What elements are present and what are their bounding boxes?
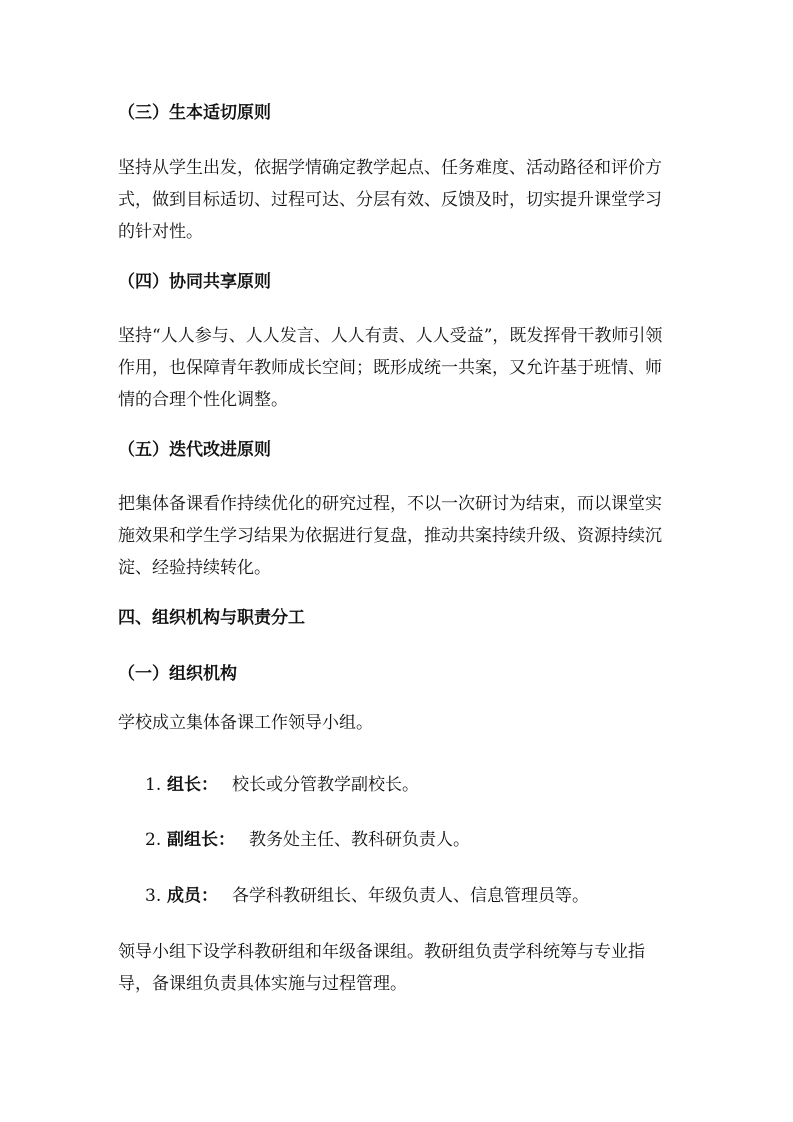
list-description: 教务处主任、教科研负责人。 (249, 830, 470, 850)
list-item (145, 773, 665, 797)
list-number: 2. (145, 830, 162, 850)
section-heading-principle-3: （三）生本适切原则 (118, 103, 271, 123)
list-term: 副组长： (167, 830, 235, 850)
paragraph-principle-4: 坚持“人人参与、人人发言、人人有责、人人受益”，既发挥骨干教师引领作用，也保障青年教师成长空间；既形成统一共案，又允许基于班情、师情的合理个性化调整。 (118, 326, 663, 410)
list-description: 各学科教研组长、年级负责人、信息管理员等。 (232, 886, 589, 906)
section-heading-organization: （一）组织机构 (118, 664, 237, 684)
list-term: 成员： (167, 886, 218, 906)
list-item (145, 828, 665, 852)
list-number: 3. (145, 886, 162, 906)
paragraph-organization-intro: 学校成立集体备课工作领导小组。 (118, 713, 373, 733)
list-number: 1. (145, 775, 162, 795)
paragraph-principle-5: 把集体备课看作持续优化的研究过程，不以一次研讨为结束，而以课堂实施效果和学生学习结果为依据进行复盘，推动共案持续升级、资源持续沉淀、经验持续转化。 (118, 494, 662, 578)
chapter-heading-organization: 四、组织机构与职责分工 (118, 608, 305, 628)
list-description: 校长或分管教学副校长。 (232, 775, 419, 795)
section-heading-principle-4: （四）协同共享原则 (118, 272, 271, 292)
section-heading-principle-5: （五）迭代改进原则 (118, 440, 271, 460)
list-item (145, 884, 665, 908)
paragraph-principle-3: 坚持从学生出发，依据学情确定教学起点、任务难度、活动路径和评价方式，做到目标适切、过程可达、分层有效、反馈及时，切实提升课堂学习的针对性。 (118, 158, 662, 242)
paragraph-organization-structure: 领导小组下设学科教研组和年级备课组。教研组负责学科统筹与专业指导，备课组负责具体实施与过程管理。 (118, 942, 645, 994)
list-term: 组长： (167, 775, 218, 795)
